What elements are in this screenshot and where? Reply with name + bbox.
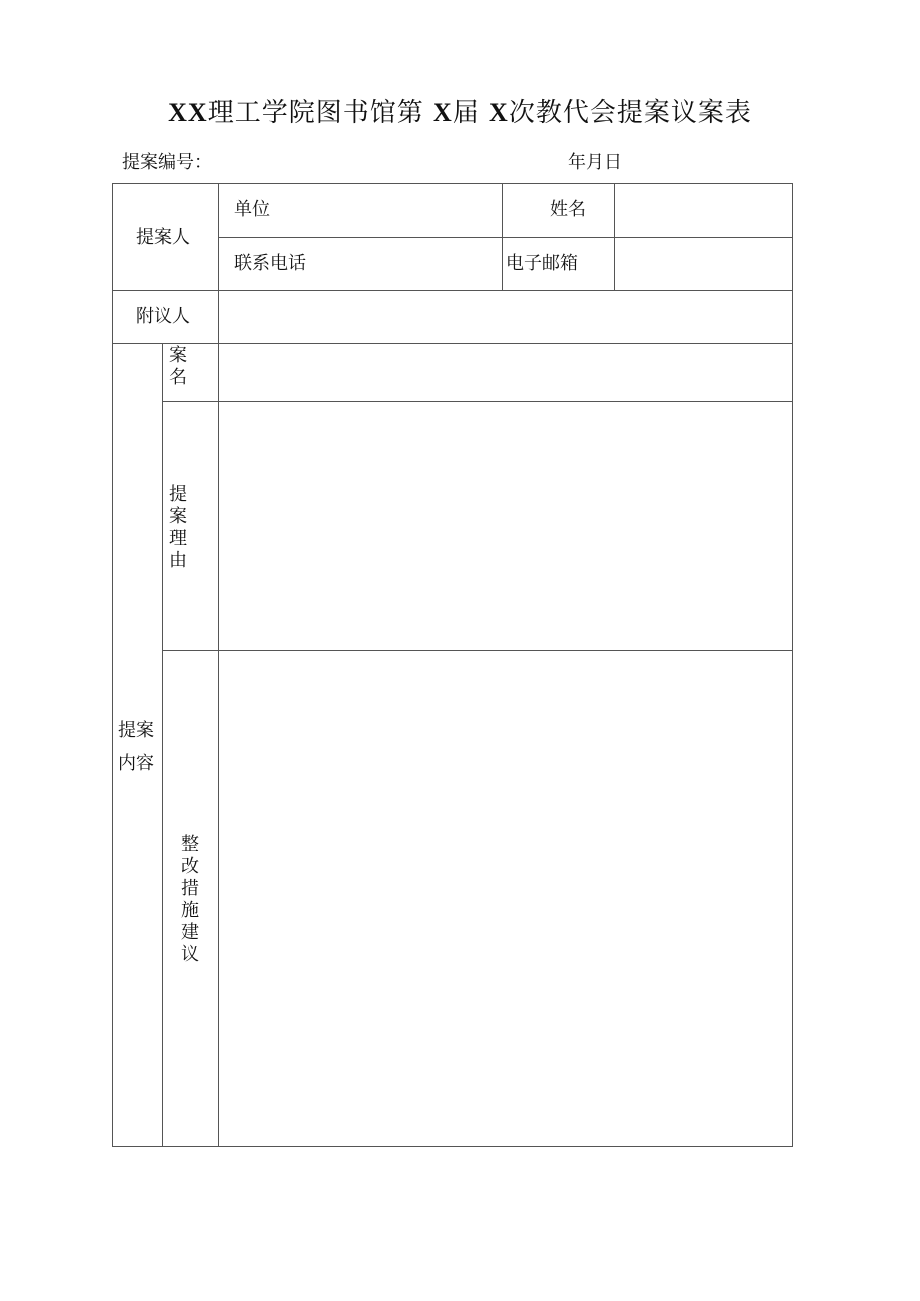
- co-signer-label: 附议人: [136, 306, 190, 327]
- suggestion-label: 整改措施建议: [181, 834, 199, 965]
- reason-label: 提案理由: [169, 484, 187, 571]
- suggestion-field[interactable]: [219, 651, 792, 1146]
- title-part1: 理工学院图书馆第: [207, 98, 424, 128]
- table-line: [502, 183, 503, 291]
- case-name-label: 案名: [169, 345, 187, 388]
- title-part2: 届: [452, 98, 480, 128]
- unit-field-area[interactable]: [219, 184, 502, 237]
- date-label: 年月日: [568, 152, 622, 173]
- email-label: 电子邮箱: [506, 253, 578, 274]
- table-border-right: [792, 183, 793, 1147]
- title-part3: 次教代会提案议案表: [508, 98, 752, 128]
- content-label-line2: 内容: [118, 753, 154, 774]
- reason-field[interactable]: [219, 402, 792, 650]
- email-field[interactable]: [615, 238, 792, 290]
- unit-label: 单位: [234, 199, 270, 220]
- name-label: 姓名: [550, 199, 586, 220]
- phone-label: 联系电话: [234, 253, 306, 274]
- phone-field-area[interactable]: [219, 238, 502, 290]
- proposal-number-label: 提案编号：: [122, 152, 212, 173]
- title-meeting-number: X: [489, 98, 509, 127]
- co-signer-field[interactable]: [219, 291, 792, 343]
- title-session-number: X: [432, 98, 453, 127]
- name-field[interactable]: [615, 184, 792, 237]
- proposer-label: 提案人: [136, 227, 190, 248]
- page-title: [0, 92, 920, 129]
- table-border-bottom: [112, 1146, 793, 1147]
- table-line: [162, 343, 163, 1147]
- title-prefix: XX: [168, 98, 208, 127]
- content-label-line1: 提案: [118, 720, 154, 741]
- case-name-field[interactable]: [219, 344, 792, 401]
- table-border-left: [112, 183, 113, 1147]
